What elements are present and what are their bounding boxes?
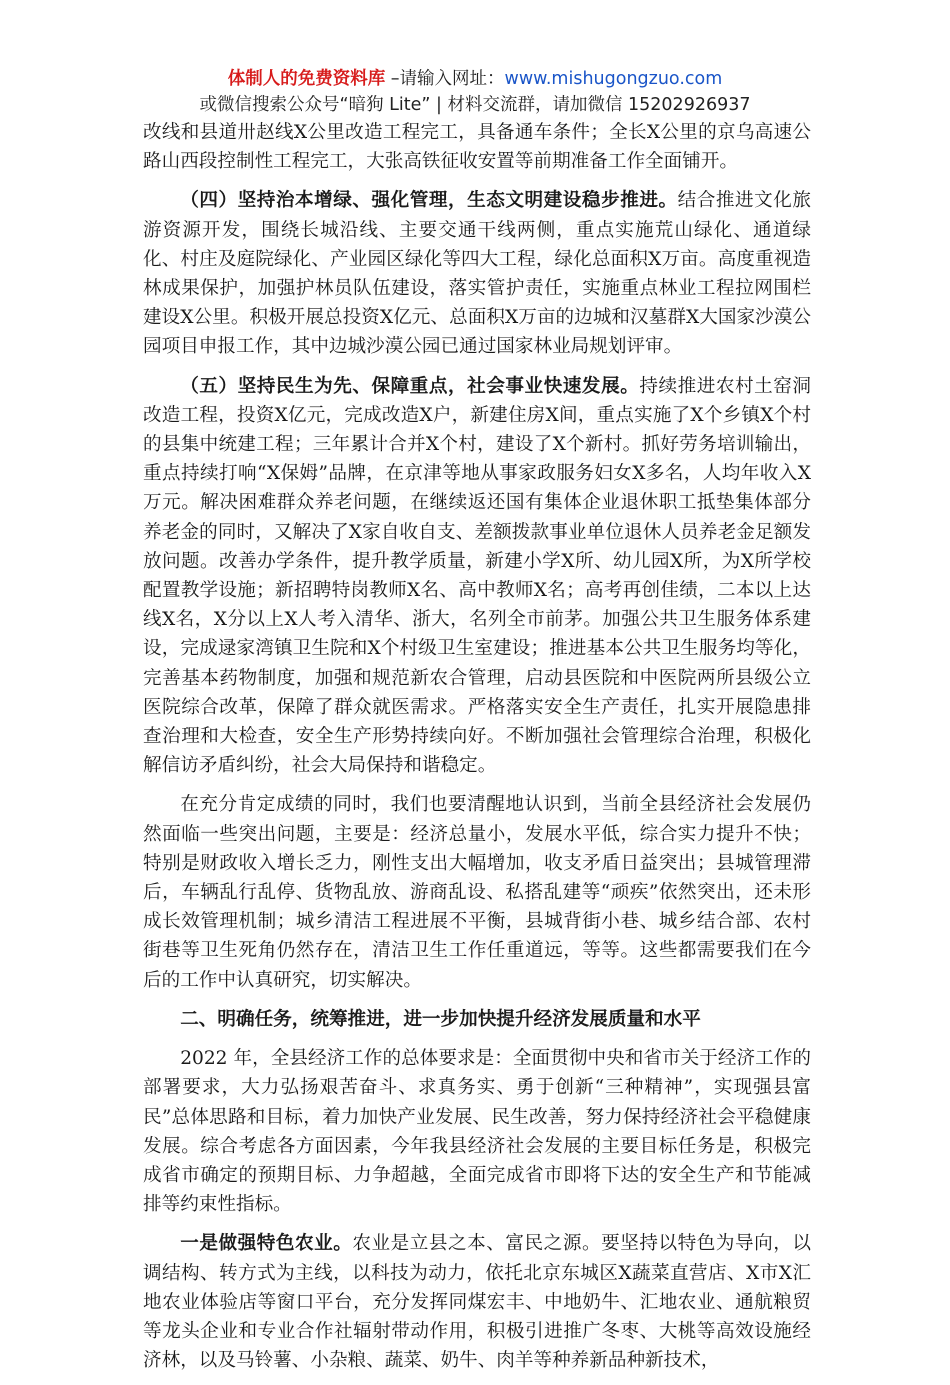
header-url-link[interactable]: www.mishugongzuo.com [504,69,723,89]
paragraph-ecology [143,186,811,361]
header-line-2: 或微信搜索公众号“暗狗 Lite” | 材料交流群，请加微信 15202926937 [199,95,751,115]
paragraph-problems: 在充分肯定成绩的同时，我们也要清醒地认识到，当前全县经济社会发展仍然面临一些突出问题，主要是：经济总量小，发展水平低，综合实力提升不快；特别是财政收入增长乏力，刚性支出大幅增加，收支矛盾日益突出；县城管理滞后，车辆乱行乱停、货物乱放、游商乱设、私搭乱建等“顽疾”依然突出，还未形成长效管理机制；城乡清洁工程进展不平衡，县城背街小巷、城乡结合部、农村街巷等卫生死角仍然存在，清洁卫生工作任重道远，等等。这些都需要我们在今后的工作中认真研究，切实解决。 [143,794,811,991]
document-body [143,118,811,1385]
paragraph-lead: （五）坚持民生为先、保障重点，社会事业快速发展。 [180,375,640,397]
paragraph-livelihood [143,372,811,781]
header-prompt: –请输入网址： [385,69,505,89]
paragraph-continued: 改线和县道卅赵线Ⅹ公里改造工程完工，具备通车条件；全长Ⅹ公里的京乌高速公路山西段控制性工程完工，大张高铁征收安置等前期准备工作全面铺开。 [143,122,811,173]
section-heading-2: 二、明确任务，统筹推进，进一步加快提升经济发展质量和水平 [180,1008,701,1030]
paragraph-lead: （四）坚持治本增绿、强化管理，生态文明建设稳步推进。 [180,190,678,212]
paragraph-text: 持续推进农村土窑洞改造工程，投资Ⅹ亿元，完成改造Ⅹ户，新建住房Ⅹ间，重点实施了Ⅹ个乡镇Ⅹ个村的县集中统建工程；三年累计合并Ⅹ个村，建设了Ⅹ个新村。抓好劳务培训输出，重点持续打响“Ⅹ保姆”品牌，在京津等地从事家政服务妇女Ⅹ多名，人均年收入Ⅹ万元。解决困难群众养老问题，在继续返还国有集体企业退休职工抵垫集体部分养老金的同时，又解决了Ⅹ家自收自支、差额拨款事业单位退休人员养老金足额发放问题。改善办学条件，提升教学质量，新建小学Ⅹ所、幼儿园Ⅹ所，为Ⅹ所学校配置教学设施；新招聘特岗教师Ⅹ名、高中教师Ⅹ名；高考再创佳绩，二本以上达线Ⅹ名，Ⅹ分以上Ⅹ人考入清华、浙大，名列全市前茅。加强公共卫生服务体系建设，完成逯家湾镇卫生院和Ⅹ个村级卫生室建设；推进基本公共卫生服务均等化，完善基本药物制度，加强和规范新农合管理，启动县医院和中医院两所县级公立医院综合改革，保障了群众就医需求。严格落实安全生产责任，扎实开展隐患排查治理和大检查，安全生产形势持续向好。不断加强社会管理综合治理，积极化解信访矛盾纠纷，社会大局保持和谐稳定。 [143,375,811,777]
header-line-1 [0,66,950,92]
header-brand: 体制人的免费资料库 [227,69,386,89]
paragraph-2022-requirements: 2022 年，全县经济工作的总体要求是：全面贯彻中央和省市关于经济工作的部署要求，大力弘扬艰苦奋斗、求真务实、勇于创新“三种精神”，实现强县富民”总体思路和目标，着力加快产业发展、民生改善，努力保持经济社会平稳健康发展。综合考虑各方面因素，今年我县经济社会发展的主要目标任务是，积极完成省市确定的预期目标、力争超越，全面完成省市即将下达的安全生产和节能减排等约束性指标。 [143,1048,811,1216]
paragraph-text: 农业是立县之本、富民之源。要坚持以特色为导向，以调结构、转方式为主线，以科技为动力，依托北京东城区Ⅹ蔬菜直营店、Ⅹ市Ⅹ汇地农业体验店等窗口平台，充分发挥同煤宏丰、中地奶牛、汇地农业、通航粮贸等龙头企业和专业合作社辐射带动作用，积极引进推广冬枣、大桃等高效设施经济林，以及马铃薯、小杂粮、蔬菜、奶牛、肉羊等种养新品种新技术， [143,1233,811,1372]
page-header [0,66,950,118]
paragraph-text: 结合推进文化旅游资源开发，围绕长城沿线、主要交通干线两侧，重点实施荒山绿化、通道绿化、村庄及庭院绿化、产业园区绿化等四大工程，绿化总面积Ⅹ万亩。高度重视造林成果保护，加强护林员队伍建设，落实管护责任，实施重点林业工程拉网围栏建设Ⅹ公里。积极开展总投资Ⅹ亿元、总面积Ⅹ万亩的边城和汉墓群Ⅹ大国家沙漠公园项目申报工作，其中边城沙漠公园已通过国家林业局规划评审。 [143,190,811,358]
paragraph-lead: 一是做强特色农业。 [180,1233,353,1255]
paragraph-agriculture [143,1229,811,1375]
